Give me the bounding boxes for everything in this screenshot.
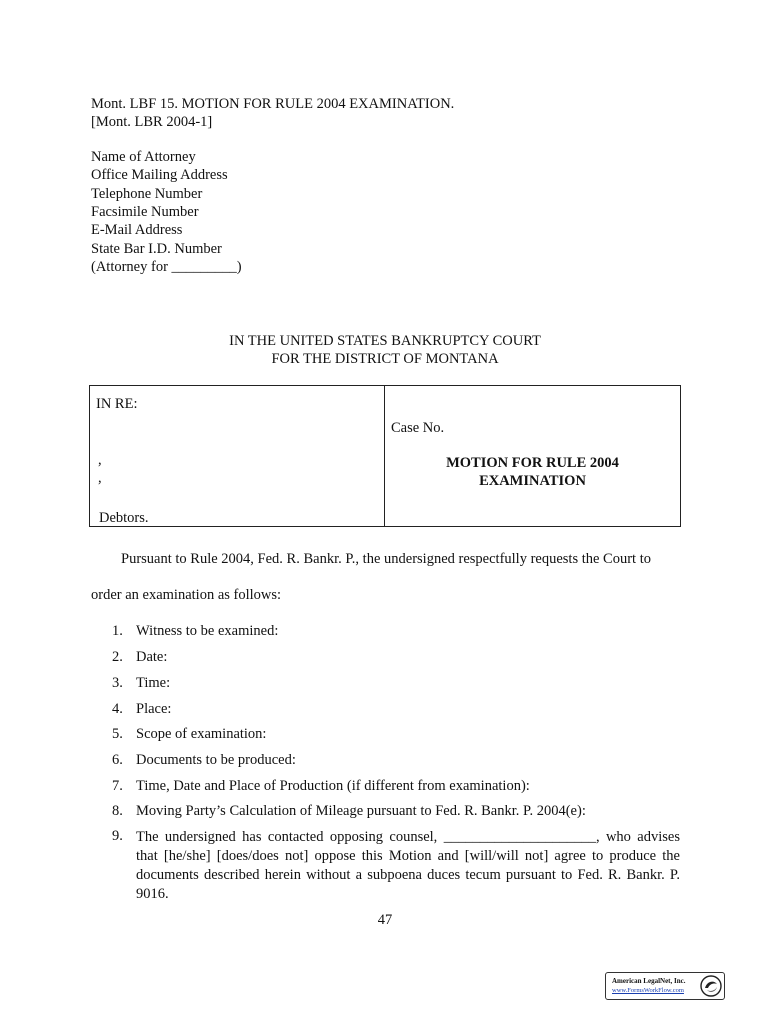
item-number: 8. — [112, 803, 123, 819]
case-number-label: Case No. — [391, 420, 445, 436]
item-number: 5. — [112, 726, 123, 742]
attorney-for: (Attorney for _________) — [91, 259, 242, 275]
item-text: Date: — [136, 649, 168, 665]
legalnet-logo-icon — [700, 975, 722, 997]
list-item — [112, 675, 170, 692]
list-item — [112, 752, 296, 769]
item-text: Time: — [136, 675, 171, 691]
footer-badge — [605, 972, 725, 1000]
debtor-line-2: , — [98, 470, 102, 486]
item-number: 4. — [112, 701, 123, 717]
attorney-name: Name of Attorney — [91, 149, 196, 165]
list-item — [112, 623, 278, 640]
attorney-email: E-Mail Address — [91, 222, 183, 238]
footer-url-link[interactable]: www.FormsWorkFlow.com — [612, 987, 684, 994]
intro-paragraph-line-2: order an examination as follows: — [91, 587, 282, 603]
court-name: IN THE UNITED STATES BANKRUPTCY COURT — [229, 333, 541, 349]
item-number: 2. — [112, 649, 123, 665]
debtor-line-1: , — [98, 452, 102, 468]
page-number: 47 — [377, 912, 393, 928]
item-number: 3. — [112, 675, 123, 691]
item-number: 1. — [112, 623, 123, 639]
item-text: The undersigned has contacted opposing counsel, _____________________, who advises that [he/she] [does/does not] oppose this Motion and [will/will not] agree to produce the documents described herein without a subpoena duces tecum pursuant to Fed. R. Bankr. P. 9016. — [136, 829, 680, 902]
intro-paragraph-line-1: Pursuant to Rule 2004, Fed. R. Bankr. P., the undersigned respectfully requests the Court to — [121, 551, 651, 567]
list-item — [112, 803, 586, 820]
item-text: Place: — [136, 701, 172, 717]
list-item — [112, 828, 680, 904]
rule-reference: [Mont. LBR 2004-1] — [91, 114, 213, 130]
list-item — [112, 649, 167, 666]
item-text: Moving Party’s Calculation of Mileage pursuant to Fed. R. Bankr. P. 2004(e): — [136, 803, 586, 819]
item-number: 6. — [112, 752, 123, 768]
attorney-bar-id: State Bar I.D. Number — [91, 241, 222, 257]
attorney-facsimile: Facsimile Number — [91, 204, 199, 220]
list-item — [112, 778, 530, 795]
form-title: Mont. LBF 15. MOTION FOR RULE 2004 EXAMINATION. — [91, 96, 455, 112]
attorney-telephone: Telephone Number — [91, 186, 203, 202]
item-text: Documents to be produced: — [136, 752, 296, 768]
item-text: Witness to be examined: — [136, 623, 279, 639]
list-item — [112, 726, 266, 743]
list-item — [112, 701, 171, 718]
case-caption — [89, 385, 681, 527]
motion-title-line-2: EXAMINATION — [479, 473, 586, 489]
debtors-label: Debtors. — [99, 510, 149, 526]
attorney-address: Office Mailing Address — [91, 167, 228, 183]
court-district: FOR THE DISTRICT OF MONTANA — [271, 351, 499, 367]
item-number: 7. — [112, 778, 123, 794]
footer-company: American LegalNet, Inc. — [612, 977, 686, 985]
item-text: Time, Date and Place of Production (if different from examination): — [136, 778, 530, 794]
in-re-label: IN RE: — [96, 396, 138, 412]
item-text: Scope of examination: — [136, 726, 267, 742]
motion-title-line-1: MOTION FOR RULE 2004 — [446, 455, 619, 471]
item-number: 9. — [112, 828, 123, 844]
